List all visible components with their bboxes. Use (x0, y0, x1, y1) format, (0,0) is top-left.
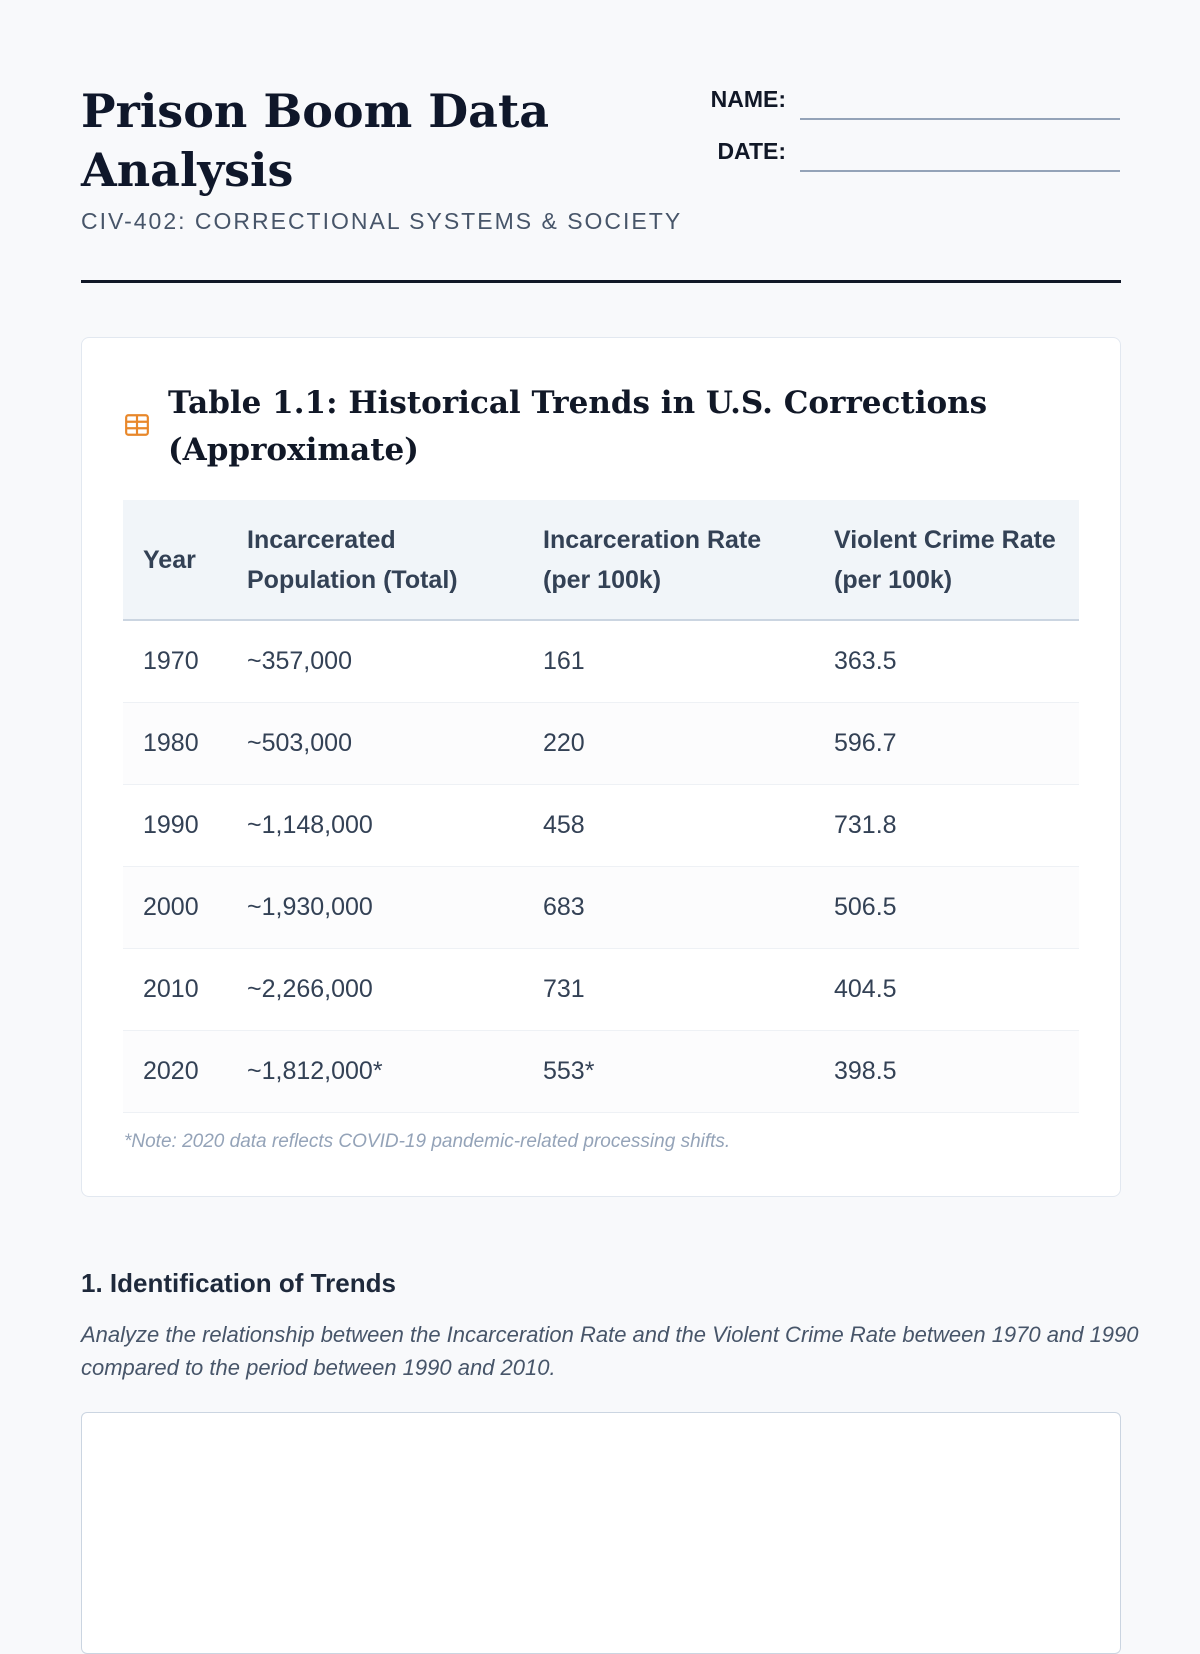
table-icon (124, 412, 150, 438)
column-header-year: Year (123, 500, 247, 620)
violent-crime-rate-cell: 404.5 (834, 949, 1079, 1031)
table-row (123, 1031, 1079, 1113)
header-divider (81, 280, 1121, 283)
question-prompt: Analyze the relationship between the Incarceration Rate and the Violent Crime Rate between 1970 and 1990 compared to the period between 1990 and 2010. (81, 1322, 1139, 1380)
column-header-incarceration-rate: Incarceration Rate (per 100k) (543, 500, 834, 620)
year-cell: 1990 (123, 785, 247, 867)
incarceration-rate-cell: 458 (543, 785, 834, 867)
incarceration-rate-cell: 731 (543, 949, 834, 1031)
table-title: Table 1.1: Historical Trends in U.S. Corrections (Approximate) (168, 385, 988, 468)
incarceration-rate-cell: 220 (543, 703, 834, 785)
column-header-population: Incarcerated Population (Total) (247, 500, 543, 620)
year-cell: 1970 (123, 620, 247, 703)
population-cell: ~1,812,000* (247, 1031, 543, 1113)
population-cell: ~357,000 (247, 620, 543, 703)
incarceration-rate-cell: 553* (543, 1031, 834, 1113)
course-subtitle: CIV-402: CORRECTIONAL SYSTEMS & SOCIETY (81, 208, 683, 234)
table-row (123, 703, 1079, 785)
violent-crime-rate-cell: 363.5 (834, 620, 1079, 703)
table-row (123, 867, 1079, 949)
table-row (123, 785, 1079, 867)
corrections-table (123, 500, 1079, 1113)
date-input-line[interactable] (800, 170, 1120, 172)
year-cell: 2000 (123, 867, 247, 949)
table-row (123, 949, 1079, 1031)
name-field[interactable] (690, 80, 1120, 120)
violent-crime-rate-cell: 398.5 (834, 1031, 1079, 1113)
incarceration-rate-cell: 683 (543, 867, 834, 949)
date-label: DATE: (717, 138, 786, 164)
question-heading: 1. Identification of Trends (81, 1268, 396, 1298)
population-cell: ~1,148,000 (247, 785, 543, 867)
table-header-row (123, 500, 1079, 620)
population-cell: ~2,266,000 (247, 949, 543, 1031)
name-label: NAME: (710, 86, 786, 112)
column-header-violent-crime-rate: Violent Crime Rate (per 100k) (834, 500, 1079, 620)
date-field[interactable] (690, 132, 1120, 172)
data-table-card (81, 337, 1121, 1197)
answer-textarea[interactable] (81, 1412, 1121, 1654)
incarceration-rate-cell: 161 (543, 620, 834, 703)
page-title: Prison Boom Data Analysis (81, 84, 550, 197)
table-row (123, 620, 1079, 703)
year-cell: 2020 (123, 1031, 247, 1113)
violent-crime-rate-cell: 596.7 (834, 703, 1079, 785)
violent-crime-rate-cell: 506.5 (834, 867, 1079, 949)
name-input-line[interactable] (800, 118, 1120, 120)
population-cell: ~1,930,000 (247, 867, 543, 949)
year-cell: 1980 (123, 703, 247, 785)
table-footnote: *Note: 2020 data reflects COVID-19 pandemic-related processing shifts. (124, 1131, 731, 1152)
violent-crime-rate-cell: 731.8 (834, 785, 1079, 867)
year-cell: 2010 (123, 949, 247, 1031)
population-cell: ~503,000 (247, 703, 543, 785)
